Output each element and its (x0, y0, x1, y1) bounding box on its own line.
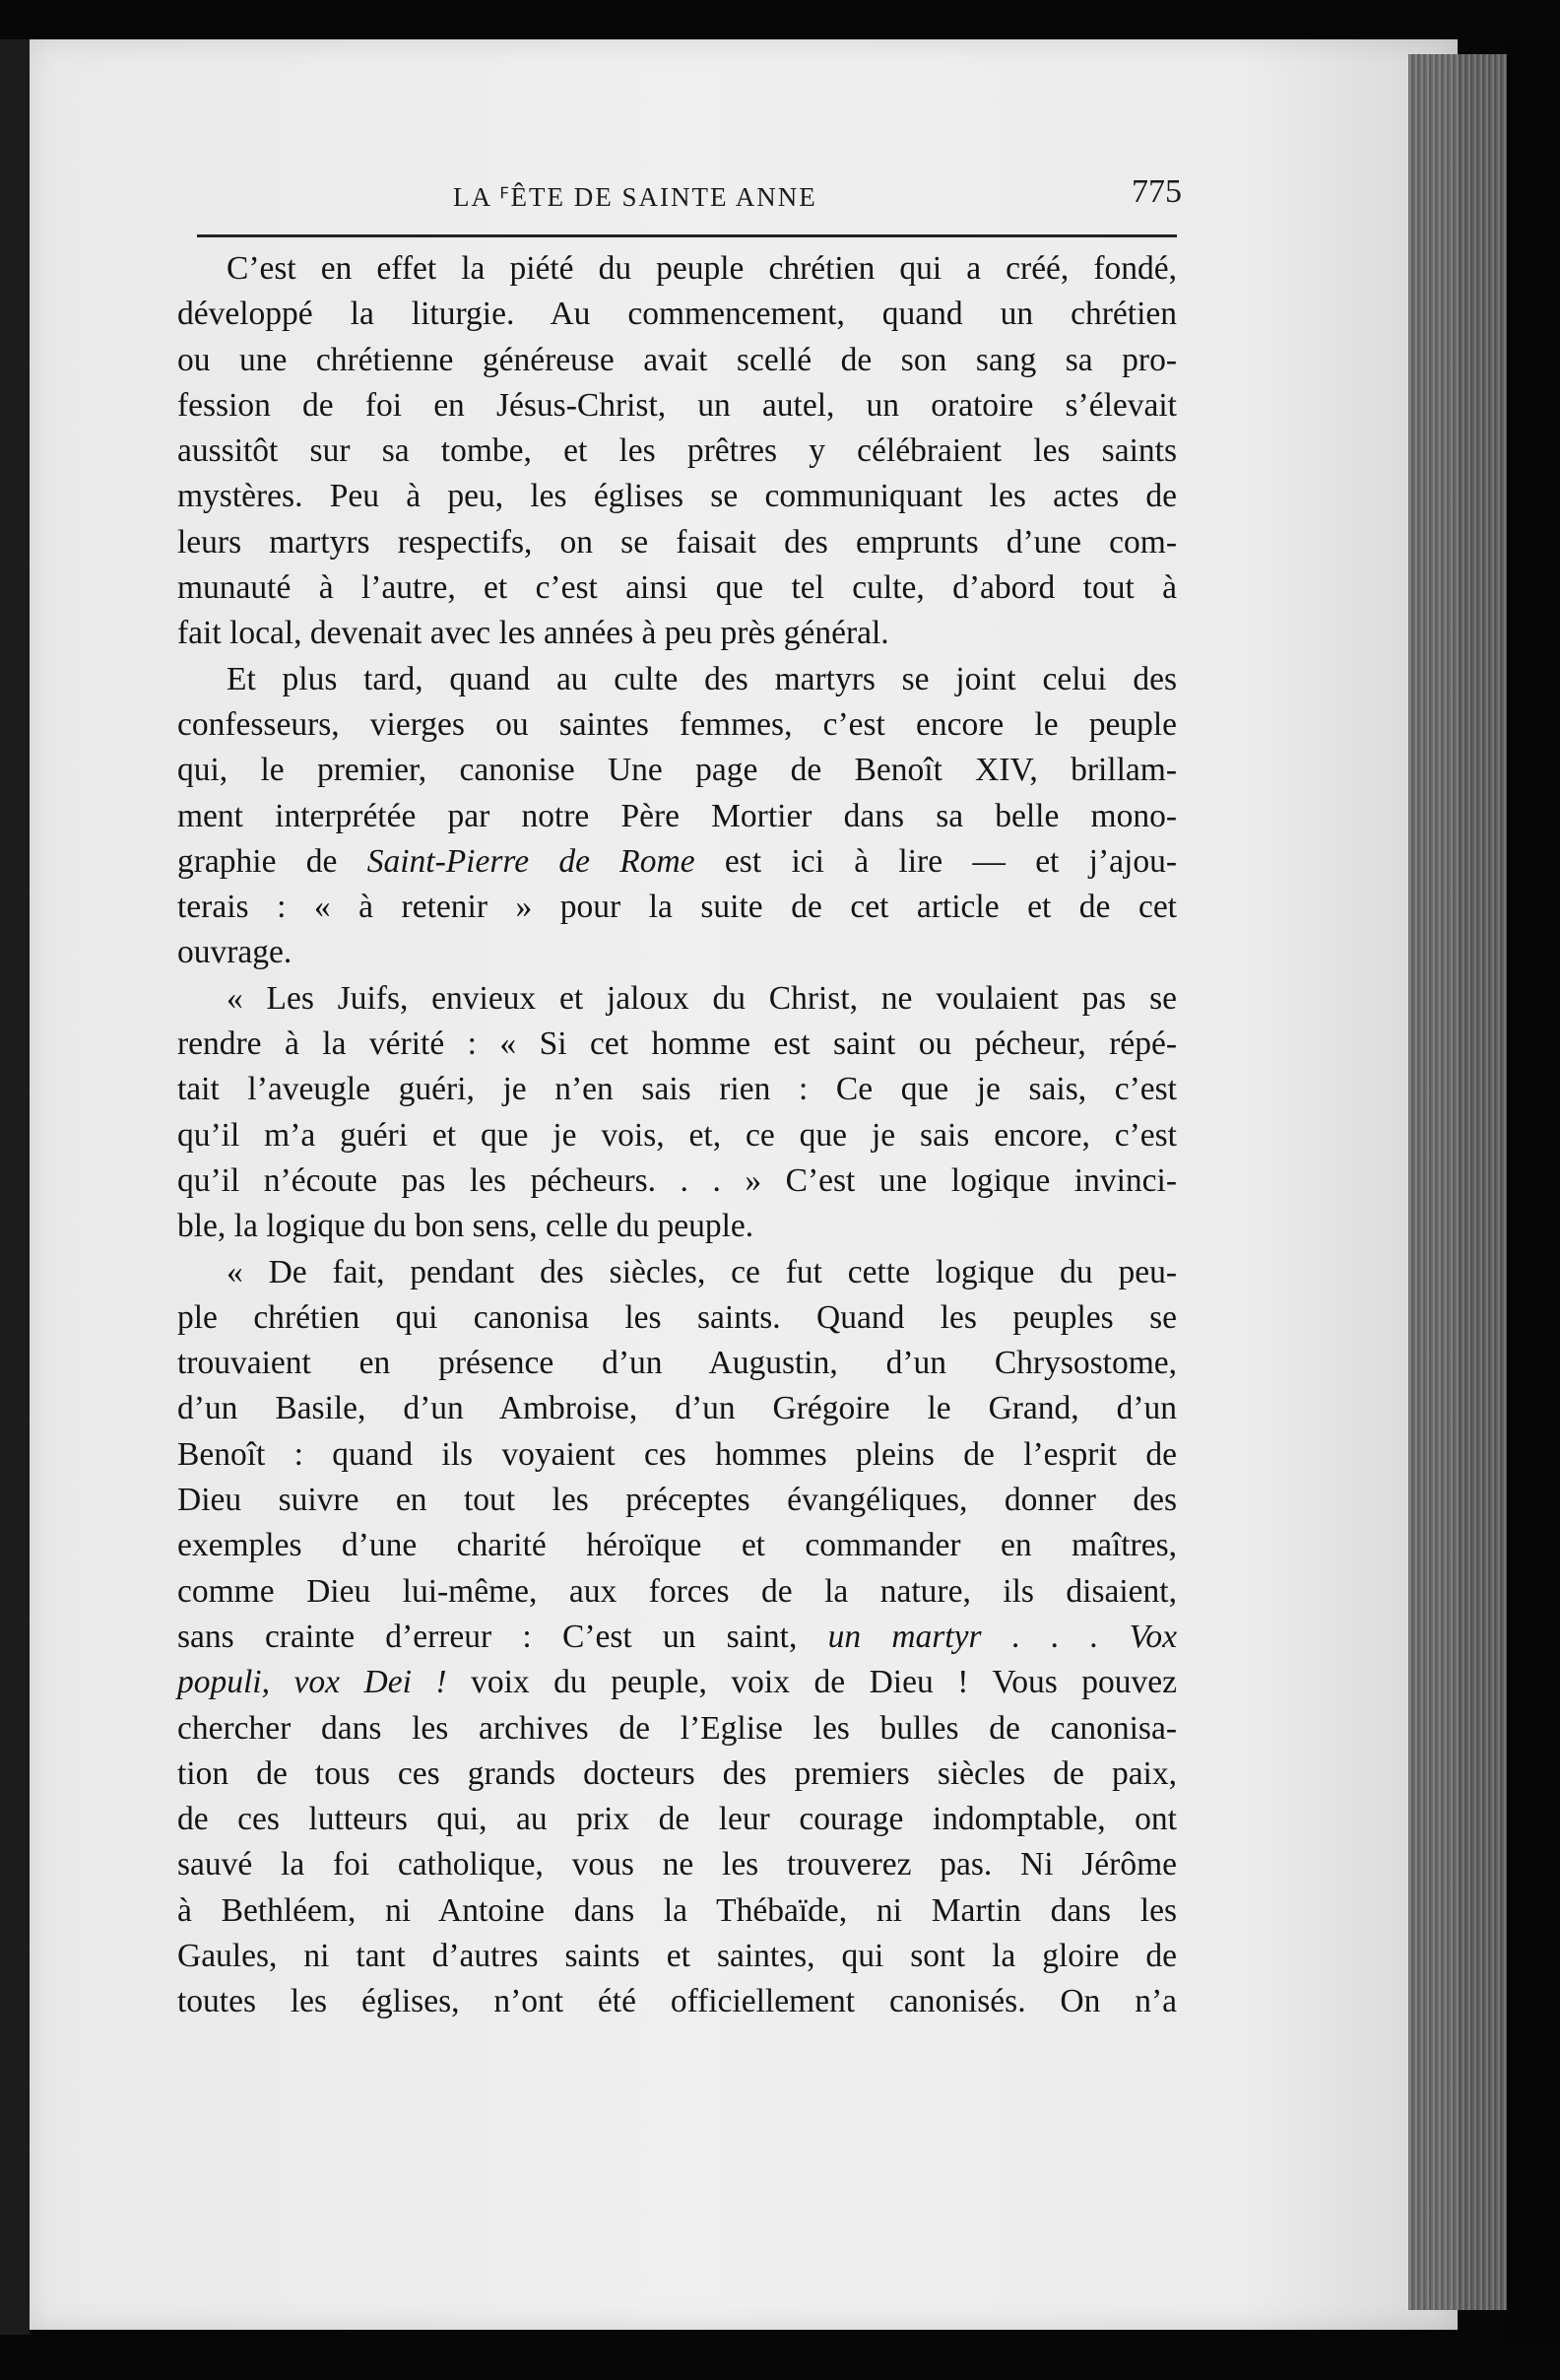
text-line: à Bethléem, ni Antoine dans la Thébaïde, ni Martin dans les (177, 1891, 1177, 1929)
text-line: mystères. Peu à peu, les églises se communiquant les actes de (177, 478, 1177, 515)
page-header (197, 173, 1182, 227)
text-line: terais : « à retenir » pour la suite de cet article et de cet (177, 889, 1177, 926)
text-line: qu’il n’écoute pas les pécheurs. . . » C’est une logique invinci- (177, 1161, 1177, 1199)
running-title: LA ꟳÊTE DE SAINTE ANNE (453, 182, 817, 212)
text-segment: est ici à lire — et j’ajou- (694, 842, 1177, 880)
text-line: confesseurs, vierges ou saintes femmes, c’est encore le peuple (177, 705, 1177, 743)
text-line: chercher dans les archives de l’Eglise les bulles de canonisa- (177, 1709, 1177, 1747)
text-segment: sans crainte d’erreur : C’est un saint, (177, 1618, 828, 1655)
text-line: aussitôt sur sa tombe, et les prêtres y célébraient les saints (177, 432, 1177, 470)
italic-text: un martyr . . . Vox (827, 1618, 1177, 1655)
text-line: toutes les églises, n’ont été officiellement canonisés. On n’a (177, 1983, 1177, 2020)
text-line: Dieu suivre en tout les préceptes évangéliques, donner des (177, 1482, 1177, 1519)
binding-shadow (0, 39, 30, 2335)
text-line: qui, le premier, canonise Une page de Benoît XIV, brillam- (177, 752, 1177, 789)
text-line: Benoît : quand ils voyaient ces hommes pleins de l’esprit de (177, 1435, 1177, 1473)
text-line: « Les Juifs, envieux et jaloux du Christ, ne voulaient pas se (227, 979, 1177, 1017)
text-line (177, 1660, 1177, 1705)
text-line: ou une chrétienne généreuse avait scellé de son sang sa pro- (177, 341, 1177, 378)
text-line: munauté à l’autre, et c’est ainsi que tel culte, d’abord tout à (177, 569, 1177, 607)
italic-text: Saint-Pierre de Rome (366, 842, 695, 880)
header-rule (197, 234, 1177, 237)
text-line: fait local, devenait avec les années à peu près général. (177, 615, 889, 652)
text-line: exemples d’une charité héroïque et commander en maîtres, (177, 1527, 1177, 1564)
text-line: ple chrétien qui canonisa les saints. Quand les peuples se (177, 1298, 1177, 1336)
text-line: Gaules, ni tant d’autres saints et saintes, qui sont la gloire de (177, 1937, 1177, 1974)
italic-text: populi, vox Dei ! (177, 1664, 447, 1701)
text-line: C’est en effet la piété du peuple chrétien qui a créé, fondé, (227, 250, 1177, 287)
text-line: ment interprétée par notre Père Mortier dans sa belle mono- (177, 797, 1177, 834)
text-line: d’un Basile, d’un Ambroise, d’un Grégoire le Grand, d’un (177, 1390, 1177, 1427)
text-line: développé la liturgie. Au commencement, quand un chrétien (177, 296, 1177, 333)
text-line: ouvrage. (177, 934, 292, 971)
text-line: sauvé la foi catholique, vous ne les trouverez pas. Ni Jérôme (177, 1846, 1177, 1884)
text-line: trouvaient en présence d’un Augustin, d’un Chrysostome, (177, 1345, 1177, 1382)
text-line: tait l’aveugle guéri, je n’en sais rien : Ce que je sais, c’est (177, 1071, 1177, 1108)
text-line (177, 839, 1177, 885)
text-segment: graphie de (177, 842, 367, 880)
right-margin-shadow (1507, 39, 1560, 2345)
text-line (177, 1615, 1177, 1660)
text-segment: voix du peuple, voix de Dieu ! Vous pouvez (446, 1664, 1177, 1701)
text-line: Et plus tard, quand au culte des martyrs se joint celui des (227, 660, 1177, 697)
text-line: tion de tous ces grands docteurs des premiers siècles de paix, (177, 1754, 1177, 1792)
text-line: comme Dieu lui-même, aux forces de la nature, ils disaient, (177, 1572, 1177, 1610)
body-text (177, 246, 1177, 2025)
text-line: qu’il m’a guéri et que je vois, et, ce que je sais encore, c’est (177, 1116, 1177, 1154)
text-line: « De fait, pendant des siècles, ce fut cette logique du peu- (227, 1253, 1177, 1290)
text-line: rendre à la vérité : « Si cet homme est saint ou pécheur, répé- (177, 1025, 1177, 1063)
text-line: ble, la logique du bon sens, celle du peuple. (177, 1208, 754, 1245)
text-line: leurs martyrs respectifs, on se faisait des emprunts d’une com- (177, 523, 1177, 561)
text-line: fession de foi en Jésus-Christ, un autel, un oratoire s’élevait (177, 386, 1177, 424)
page-number: 775 (1132, 173, 1182, 210)
page-fore-edge (1408, 54, 1507, 2310)
text-line: de ces lutteurs qui, au prix de leur courage indomptable, ont (177, 1801, 1177, 1838)
